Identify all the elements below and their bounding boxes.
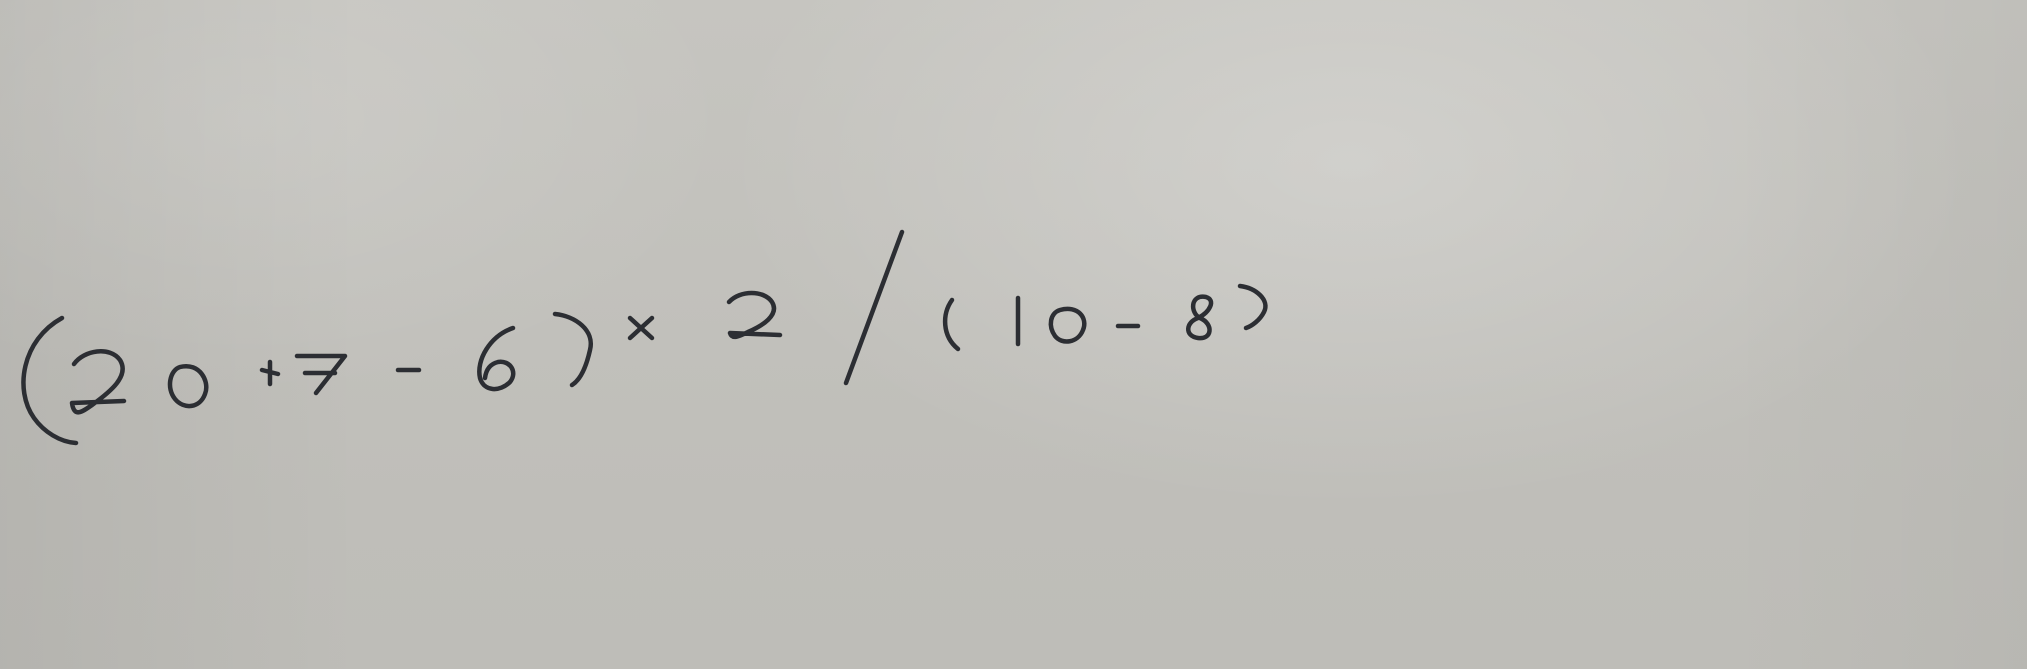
- glyph-close-paren-2: [1240, 286, 1265, 328]
- glyph-divide-slash: [846, 232, 902, 383]
- glyph-plus: [262, 362, 278, 384]
- glyph-digit-0: [170, 366, 206, 406]
- glyph-digit-2: [72, 351, 124, 412]
- glyph-multiply: [630, 318, 652, 338]
- glyph-digit-8: [1188, 297, 1211, 338]
- glyph-open-paren-1: [23, 318, 76, 443]
- glyph-digit-2-b: [729, 293, 780, 337]
- glyph-digit-6: [479, 328, 513, 389]
- glyph-digit-0-b: [1051, 309, 1084, 342]
- glyph-close-paren-1: [555, 314, 591, 385]
- glyph-digit-7: [297, 356, 345, 393]
- glyph-open-paren-2: [945, 300, 958, 349]
